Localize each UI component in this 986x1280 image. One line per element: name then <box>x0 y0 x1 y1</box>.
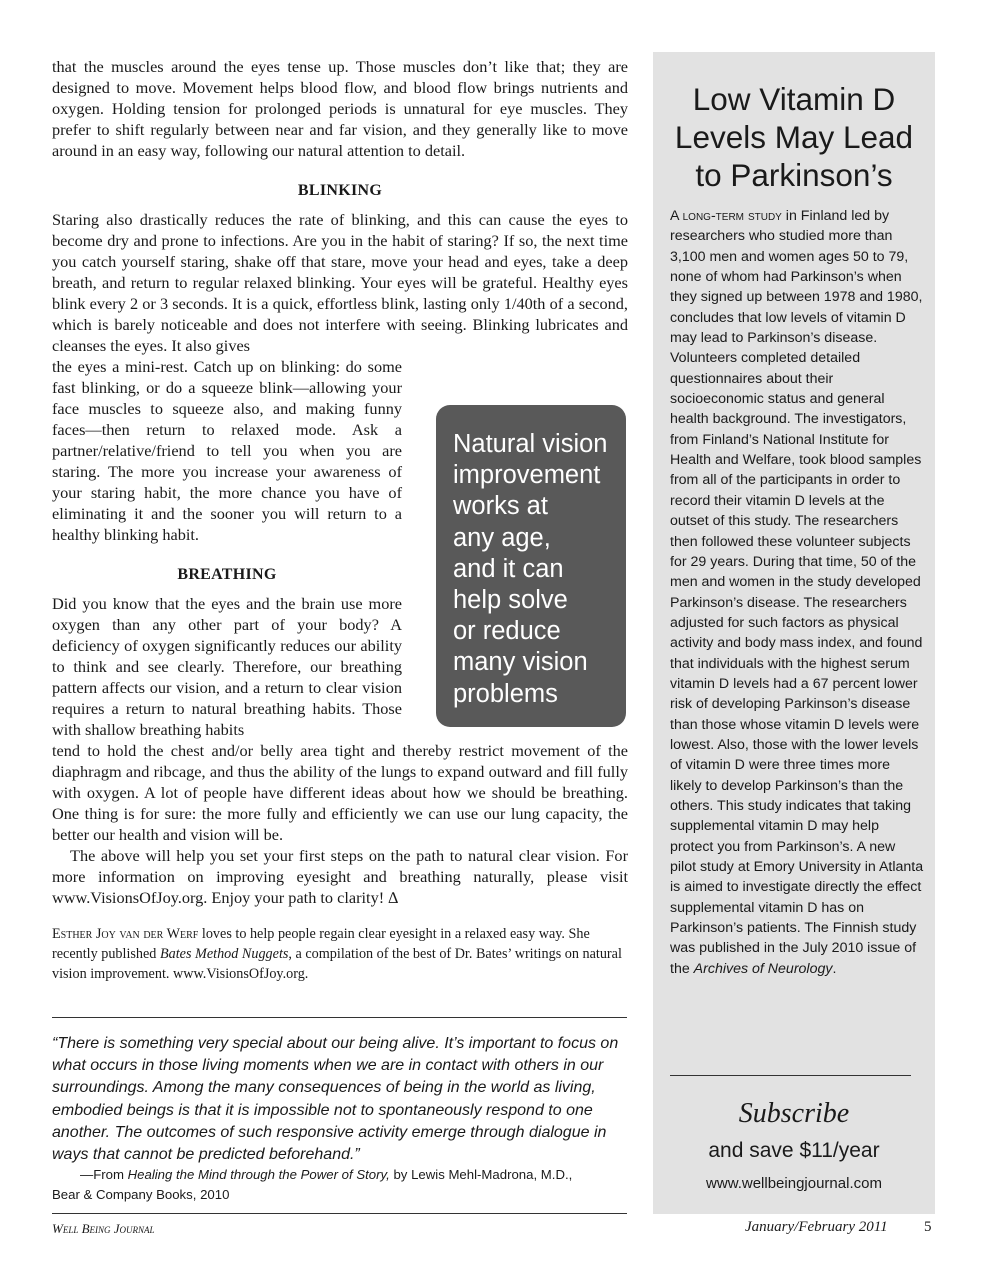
subscribe-url-link[interactable]: www.wellbeingjournal.com <box>706 1175 882 1192</box>
quote-text: “There is something very special about our being alive. It’s important to focus on what occurs in those living moments when we are in contact with others in our surroundings. Among the many consequences of being in the world as living, embodied beings is that it is impossible not to spontaneously respond to one another. The outcomes of such responsive activity emerge through dialogue in ways that cannot be predicted beforehand.” <box>52 1035 619 1164</box>
sidebar-body-end: . <box>832 960 837 977</box>
page-number: 5 <box>924 1219 932 1235</box>
article-paragraph-2-wide: Staring also drastically reduces the rate of blinking, and this can cause the eyes to become dry and prone to infections. Are you in the habit of staring? If so, the next time you catch yourself staring, shake off that stare, move your head and eyes, take a deep breath, and return to regular relaxed blinking. Your eyes will be grateful. Healthy eyes blink every 2 or 3 seconds. It is a quick, effortless blink, lasting only 1/40th of a second, which is barely noticeable and does not interfere with seeing. Blinking lubricates and cleanses the eyes. It also gives <box>52 210 628 355</box>
sidebar-divider <box>670 1075 911 1076</box>
heading-blinking: BLINKING <box>297 182 383 199</box>
bio-text-2: , a compilation of the best of Dr. Bates’ writings on natural vision improvement. www.VisionsOfJoy.org. <box>52 946 622 982</box>
pull-quote-line: many vision <box>453 648 588 677</box>
pull-quote-line: problems <box>453 679 558 708</box>
sidebar-body <box>670 206 924 979</box>
footer-issue-date: January/February 2011 <box>745 1219 888 1235</box>
pull-quote-line: any age, <box>453 523 551 552</box>
article-paragraph-1: that the muscles around the eyes tense up. Those muscles don’t like that; they are designed to move. Movement helps blood flow, and blood flow brings nutrients and oxygen. Holding tension for prolonged periods is unnatural for eye muscles. They prefer to shift regularly between near and far vision, and they generally like to move around in an easy way, following our natural attention to detail. <box>52 57 628 160</box>
sidebar-title-line: Levels May Lead <box>674 119 914 155</box>
bio-book-title: Bates Method Nuggets <box>159 946 289 962</box>
heading-breathing: BREATHING <box>177 566 277 583</box>
pull-quote-line: improvement <box>453 461 601 490</box>
pull-quote-line: works at <box>453 492 548 521</box>
article-paragraph-2-narrow: the eyes a mini-rest. Catch up on blinking: do some fast blinking, or do a squeeze blink—allowing your face muscles to squeeze also, and making funny faces—then return to relaxed mode. Ask a partner/relative/friend to tell you when you are staring. The more you increase your awareness of your staring habit, the more chance you have of eliminating it and the sooner you will return to a healthy blinking habit. <box>52 357 402 544</box>
article-paragraph-3-narrow: Did you know that the eyes and the brain use more oxygen than any other part of your body? A deficiency of oxygen significantly reduces our ability to think and see clearly. Therefore, our breathing pattern affects our vision, and a return to clear vision requires a return to natural breathing habits. Those with shallow breathing habits <box>52 594 402 739</box>
sidebar-title-line: to Parkinson’s <box>695 157 893 193</box>
pull-quote-line: help solve <box>453 586 568 615</box>
footer-journal-name: Well Being Journal <box>52 1221 155 1236</box>
article-paragraph-4: The above will help you set your first steps on the path to natural clear vision. For more information on improving eyesight and breathing naturally, please visit www.VisionsOfJoy.org. Enjoy your path to clarity! ∆ <box>52 846 628 907</box>
article-paragraph-3-wide: tend to hold the chest and/or belly area tight and thereby restrict movement of the diaphragm and ribcage, and thus the ability of the lungs to expand outward and fill fully with oxygen. A lot of people have different ideas about how we should be breathing. One thing is for sure: the more fully and efficiently we can use our lung capacity, the better our health and vision will be. <box>52 741 628 844</box>
quote-source-prefix: —From <box>80 1167 128 1182</box>
sidebar-title <box>653 80 935 194</box>
pull-quote-box <box>436 405 626 727</box>
quote-source-publisher: Bear & Company Books, 2010 <box>52 1187 230 1202</box>
sidebar <box>653 52 935 1214</box>
pull-quote-line: and it can <box>453 554 564 583</box>
bio-text-1: loves to help people regain clear eyesight in a relaxed easy way. She recently published <box>52 926 590 962</box>
sidebar-body-text: in Finland led by researchers who studied more than 3,100 men and women ages 50 to 79, none of whom had Parkinson’s when they signed up between 1978 and 1980, concludes that low levels of vitamin D may lead to Parkinson’s disease. Volunteers completed detailed questionnaires about their socioeconomic status and general health background. The investigators, from Finland’s National Institute for Health and Welfare, took blood samples from all of the participants in order to record their vitamin D levels at the outset of this study. The researchers then followed these volunteer subjects for 29 years. During that time, 50 of the men and women in the study developed Parkinson’s disease. The researchers adjusted for such factors as physical activity and body mass index, and found that individuals with the highest serum vitamin D levels had a 67 percent lower risk of developing Parkinson’s disease than those whose vitamin D levels were lowest. Also, those with the lower levels of vitamin D were three times more likely to develop Parkinson’s than the others. This study indicates that taking supplemental vitamin D may help protect you from Parkinson’s. A new pilot study at Emory University in Atlanta is aimed to investigate directly the effect supplemental vitamin D has on Parkinson’s patients. The Finnish study was published in the July 2010 issue of the <box>670 208 924 977</box>
quote-source-author: by Lewis Mehl-Madrona, M.D., <box>389 1167 573 1182</box>
divider-top <box>52 1017 627 1018</box>
author-bio <box>52 924 628 984</box>
sidebar-title-line: Low Vitamin D <box>692 81 896 117</box>
quote-source-title: Healing the Mind through the Power of Story, <box>127 1167 390 1182</box>
sidebar-journal: Archives of Neurology <box>693 960 833 977</box>
author-name: Esther Joy van der Werf <box>52 926 199 942</box>
pull-quote-line: Natural vision <box>453 430 608 458</box>
subscribe-title[interactable]: Subscribe <box>738 1098 850 1129</box>
sidebar-lead: A long-term study <box>670 208 782 224</box>
quote-source <box>52 1165 628 1205</box>
divider-bottom <box>52 1213 627 1214</box>
pull-quote-line: or reduce <box>453 617 561 646</box>
subscribe-save-text: and save $11/year <box>708 1139 880 1162</box>
